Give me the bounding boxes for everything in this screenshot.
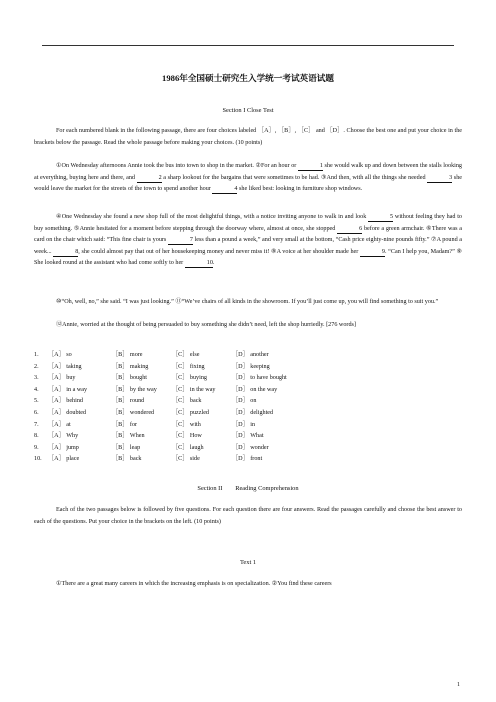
header-rule xyxy=(42,45,454,46)
blank-7: 7 xyxy=(168,236,193,245)
blank-9: 9 xyxy=(360,248,385,257)
blank-10: 10 xyxy=(185,259,213,268)
page-title: 1986年全国硕士研究生入学统一考试英语试题 xyxy=(162,73,334,83)
section2-heading: Section II Reading Comprehension xyxy=(197,485,299,492)
blank-1: 1 xyxy=(298,162,323,171)
blank-5: 5 xyxy=(368,213,393,222)
passage-paragraph-4: ⑫Annie, worried at the thought of being persuaded to buy something she didn’t need, left the shop hurriedly. [276 words] xyxy=(56,322,356,328)
section2-instructions: Each of the two passages below is followed by five questions. For each question there are four answers. Read the passages carefully and choose the best answer to each of the questions. Put your choice in the brackets on the left. (10 points) xyxy=(34,507,462,525)
text1-heading: Text 1 xyxy=(239,559,257,566)
text1-paragraph: ①There are a great many careers in which the increasing emphasis is on specialization. ②You find these careers xyxy=(56,581,332,587)
blank-8: 8 xyxy=(53,248,78,257)
blank-3: 3 xyxy=(427,174,452,183)
page-number: 1 xyxy=(457,682,460,688)
passage-paragraph-2: ④One Wednesday she found a new shop full of the most delightful things, with a notice inviting anyone to walk in and look 5 without feeling they had to buy something. ⑤Annie hesitated for a moment before stepping through the doorway where, almost at once, she stopped 6 before a green armchair. ⑥There was a card on the chair which said: “This fine chair is yours 7 less than a pound a week,” and very small at the bottom, “Cash price eighty-nine pounds fifty.” ⑦A pound a week... 8, she could almost pay that out of her housekeeping money and never miss it! ⑧A voice at her shoulder made her 9. “Can I help you, Madam?” ⑨ She looked round at the assistant who had come softly to her 10. xyxy=(34,214,462,267)
passage-paragraph-3: ⑩“Oh, well, no,” she said. “I was just looking.” ⑪“We’ve chairs of all kinds in the showroom. If you’ll just come up, you will find something to suit you.” xyxy=(56,299,439,305)
blank-2: 2 xyxy=(137,174,162,183)
section1-instructions: For each numbered blank in the following passage, there are four choices labeled ［A］, ［B］, ［C］ and ［D］. Choose the best one and put your choice in the brackets below the passage. Read the whole passage before making your choices. (10 points) xyxy=(34,128,462,146)
passage-paragraph-1: ①On Wednesday afternoons Annie took the bus into town to shop in the market. ②For an hour or 1 she would walk up and down between the stalls looking at everything, buying here and there, and 2 a sharp lookout for the bargains that were sometimes to be had. ③And then, with all the things she needed 3 she would leave the market for the streets of the town to spend another hour 4 she liked best: looking in furniture shop windows. xyxy=(34,163,462,193)
blank-6: 6 xyxy=(337,225,362,234)
blank-4: 4 xyxy=(212,185,237,194)
section1-heading: Section I Close Test xyxy=(222,107,274,114)
